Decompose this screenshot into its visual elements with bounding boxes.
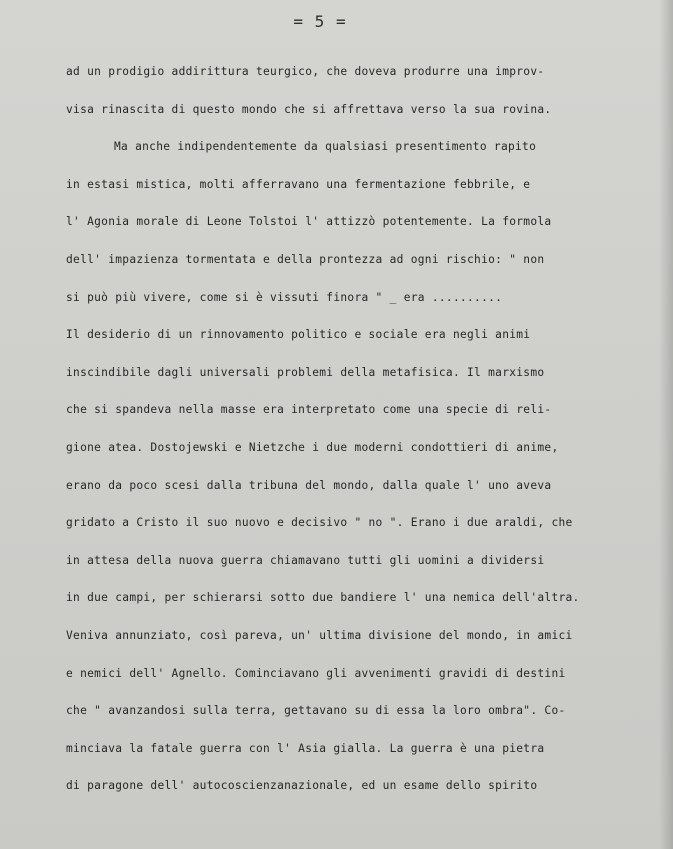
text-line: visa rinascita di questo mondo che si affrettava verso la sua rovina. xyxy=(66,102,552,116)
page-body xyxy=(66,53,666,805)
text-line: gridato a Cristo il suo nuovo e decisivo " no ". Erano i due araldi, che xyxy=(66,516,573,530)
text-line: in due campi, per schierarsi sotto due bandiere l' una nemica dell'altra. xyxy=(66,591,580,605)
text-line: l' Agonia morale di Leone Tolstoi l' attizzò potentemente. La formola xyxy=(66,215,552,229)
text-line: gione atea. Dostojewski e Nietzche i due moderni condottieri di anime, xyxy=(66,440,559,454)
text-line: inscindibile dagli universali problemi della metafisica. Il marxismo xyxy=(66,365,545,379)
text-line: minciava la fatale guerra con l' Asia gialla. La guerra è una pietra xyxy=(66,741,545,755)
text-line-indented: Ma anche indipendentemente da qualsiasi presentimento rapito xyxy=(114,140,537,154)
text-line: di paragone dell' autocoscienzanazionale, ed un esame dello spirito xyxy=(66,779,538,793)
text-line: che si spandeva nella masse era interpretato come una specie di reli- xyxy=(66,403,552,417)
text-line: si può più vivere, come si è vissuti finora " _ era .......... xyxy=(66,290,503,304)
text-line: erano da poco scesi dalla tribuna del mondo, dalla quale l' uno aveva xyxy=(66,478,552,492)
text-line: che " avanzandosi sulla terra, gettavano su di essa la loro ombra". Co- xyxy=(66,704,566,718)
page-number: = 5 = xyxy=(293,12,347,31)
text-line: Veniva annunziato, così pareva, un' ultima divisione del mondo, in amici xyxy=(66,628,573,642)
text-line: Il desiderio di un rinnovamento politico e sociale era negli animi xyxy=(66,328,531,342)
text-line: in estasi mistica, molti afferravano una fermentazione febbrile, e xyxy=(66,177,531,191)
text-line: ad un prodigio addirittura teurgico, che doveva produrre una improv- xyxy=(66,65,545,78)
text-line: e nemici dell' Agnello. Cominciavano gli avvenimenti gravidi di destini xyxy=(66,666,566,680)
text-line: in attesa della nuova guerra chiamavano tutti gli uomini a dividersi xyxy=(66,553,545,567)
text-line: dell' impazienza tormentata e della prontezza ad ogni rischio: " non xyxy=(66,252,545,266)
